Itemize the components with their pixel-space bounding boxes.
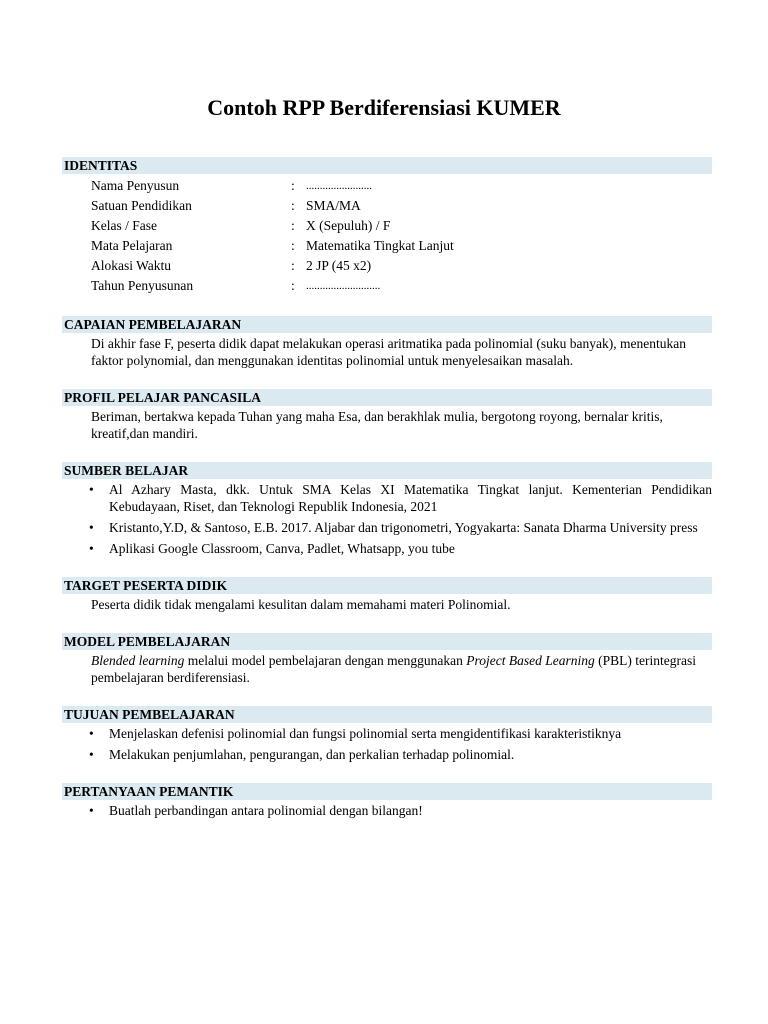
model-text-end: (PBL) terintegrasi pembelajaran berdiferensiasi. xyxy=(91,653,696,685)
identity-label: Nama Penyusun xyxy=(91,178,180,193)
identity-label: Tahun Penyusunan xyxy=(91,278,194,293)
section-heading: IDENTITAS xyxy=(62,157,712,174)
identity-value: ........................... xyxy=(306,280,381,292)
list-item-text: Al Azhary Masta, dkk. Untuk SMA Kelas XI Matematika Tingkat lanjut. Kementerian Pendidikan Kebudayaan, Riset, dan Teknologi Republik Indonesia, 2021 xyxy=(109,482,712,514)
model-text-mid: melalui model pembelajaran dengan menggunakan xyxy=(184,653,467,668)
identity-label: Mata Pelajaran xyxy=(91,238,173,253)
bullet-icon: • xyxy=(89,520,94,535)
model-italic-pbl: Project Based Learning xyxy=(466,653,595,668)
identity-value: X (Sepuluh) / F xyxy=(306,218,391,233)
bullet-icon: • xyxy=(89,482,94,497)
pertanyaan-list xyxy=(62,802,712,819)
section-profil xyxy=(62,389,712,442)
target-text: Peserta didik tidak mengalami kesulitan dalam memahami materi Polinomial. xyxy=(91,597,511,612)
identity-label: Alokasi Waktu xyxy=(91,258,172,273)
identity-colon: : xyxy=(291,238,295,253)
identity-colon: : xyxy=(291,218,295,233)
identity-value: 2 JP (45 x2) xyxy=(306,258,372,273)
document-title: Contoh RPP Berdiferensiasi KUMER xyxy=(207,95,561,120)
identity-colon: : xyxy=(291,258,295,273)
list-item xyxy=(62,725,712,742)
document-content xyxy=(62,157,712,839)
list-item-text: Menjelaskan defenisi polinomial dan fungsi polinomial serta mengidentifikasi karakteristiknya xyxy=(109,726,622,741)
profil-text: Beriman, bertakwa kepada Tuhan yang maha Esa, dan berakhlak mulia, bergotong royong, bernalar kritis, kreatif,dan mandiri. xyxy=(91,409,663,441)
section-capaian xyxy=(62,316,712,369)
section-heading: PROFIL PELAJAR PANCASILA xyxy=(62,389,712,406)
section-sumber xyxy=(62,462,712,557)
section-heading: PERTANYAAN PEMANTIK xyxy=(62,783,712,800)
list-item xyxy=(62,540,712,557)
section-tujuan xyxy=(62,706,712,763)
list-item-text: Buatlah perbandingan antara polinomial dengan bilangan! xyxy=(109,803,423,818)
capaian-text: Di akhir fase F, peserta didik dapat melakukan operasi aritmatika pada polinomial (suku banyak), menentukan faktor polynomial, dan menggunakan identitas polinomial untuk menyelesaikan masalah. xyxy=(91,336,686,368)
section-heading: TUJUAN PEMBELAJARAN xyxy=(62,706,712,723)
section-pertanyaan xyxy=(62,783,712,819)
bullet-icon: • xyxy=(89,726,94,741)
model-text xyxy=(62,652,712,686)
identity-row xyxy=(62,216,712,236)
bullet-icon: • xyxy=(89,747,94,762)
section-target xyxy=(62,577,712,613)
section-model xyxy=(62,633,712,686)
list-item-text: Kristanto,Y.D, & Santoso, E.B. 2017. Aljabar dan trigonometri, Yogyakarta: Sanata Dharma University press xyxy=(109,520,698,535)
bullet-icon: • xyxy=(89,541,94,556)
section-heading: MODEL PEMBELAJARAN xyxy=(62,633,712,650)
section-heading: SUMBER BELAJAR xyxy=(62,462,712,479)
section-heading: CAPAIAN PEMBELAJARAN xyxy=(62,316,712,333)
identity-row xyxy=(62,256,712,276)
sumber-list xyxy=(62,481,712,557)
section-identitas xyxy=(62,157,712,296)
section-heading: TARGET PESERTA DIDIK xyxy=(62,577,712,594)
identity-value: SMA/MA xyxy=(306,198,361,213)
model-italic-blended: Blended learning xyxy=(91,653,185,668)
identity-row xyxy=(62,236,712,256)
identity-row xyxy=(62,276,712,296)
identity-colon: : xyxy=(291,198,295,213)
identity-row xyxy=(62,196,712,216)
tujuan-list xyxy=(62,725,712,763)
identity-label: Satuan Pendidikan xyxy=(91,198,192,213)
identity-colon: : xyxy=(291,278,295,293)
list-item xyxy=(62,746,712,763)
list-item xyxy=(62,519,712,536)
identity-value: ........................ xyxy=(306,180,372,192)
identity-value: Matematika Tingkat Lanjut xyxy=(306,238,454,253)
identity-label: Kelas / Fase xyxy=(91,218,157,233)
identity-row xyxy=(62,176,712,196)
list-item xyxy=(62,481,712,515)
list-item xyxy=(62,802,712,819)
list-item-text: Melakukan penjumlahan, pengurangan, dan perkalian terhadap polinomial. xyxy=(109,747,515,762)
bullet-icon: • xyxy=(89,803,94,818)
identity-colon: : xyxy=(291,178,295,193)
list-item-text: Aplikasi Google Classroom, Canva, Padlet, Whatsapp, you tube xyxy=(109,541,455,556)
